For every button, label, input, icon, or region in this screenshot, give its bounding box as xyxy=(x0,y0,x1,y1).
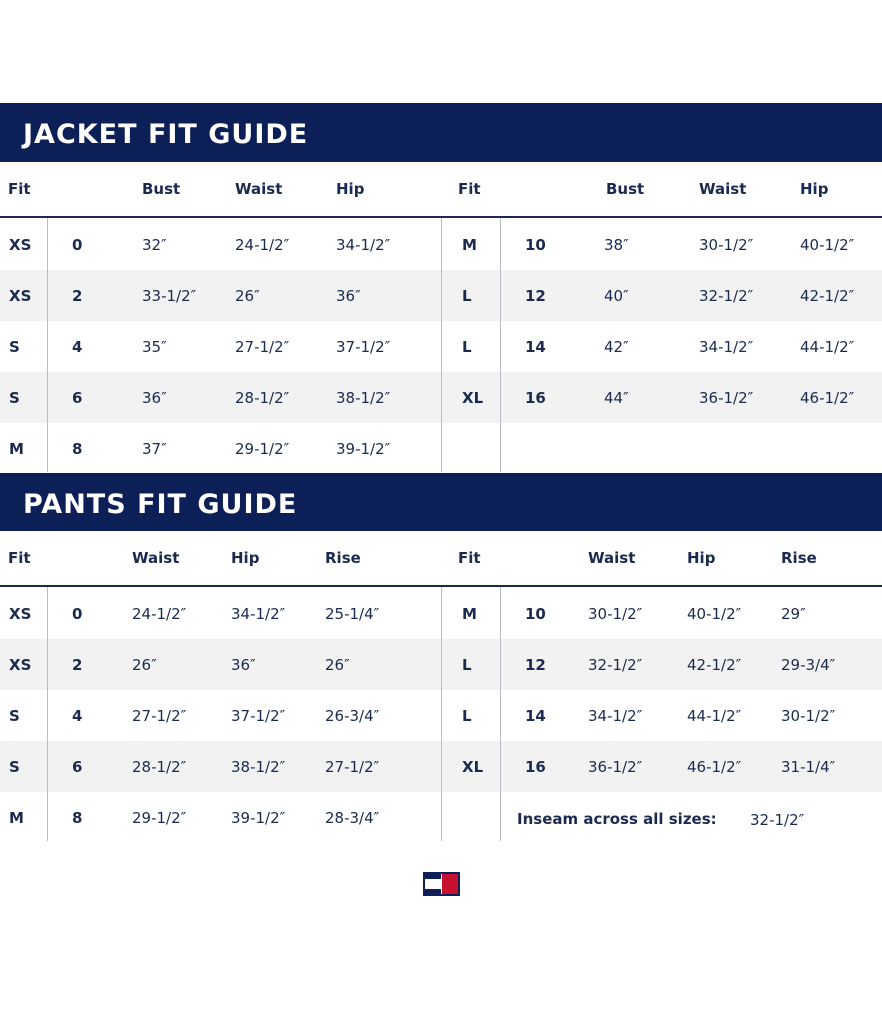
value-cell: 42″ xyxy=(604,338,629,356)
value-cell: 40-1/2″ xyxy=(800,236,855,254)
value-cell: 44-1/2″ xyxy=(800,338,855,356)
value-cell: 26-3/4″ xyxy=(325,707,380,725)
inseam-value: 32-1/2″ xyxy=(750,811,805,829)
value-cell: 40″ xyxy=(604,287,629,305)
fit-cell: M xyxy=(462,605,477,623)
value-cell: 29-3/4″ xyxy=(781,656,836,674)
header-rise-2: Rise xyxy=(781,549,817,567)
value-cell: 38-1/2″ xyxy=(336,389,391,407)
value-cell: 26″ xyxy=(132,656,157,674)
value-cell: 29″ xyxy=(781,605,806,623)
flag-navy-top xyxy=(425,874,441,879)
header-rise: Rise xyxy=(325,549,361,567)
size-cell: 10 xyxy=(525,236,546,254)
fit-cell: XS xyxy=(9,605,32,623)
value-cell: 31-1/4″ xyxy=(781,758,836,776)
value-cell: 36-1/2″ xyxy=(699,389,754,407)
fit-cell: L xyxy=(462,707,472,725)
value-cell: 27-1/2″ xyxy=(235,338,290,356)
value-cell: 39-1/2″ xyxy=(231,809,286,827)
value-cell: 29-1/2″ xyxy=(132,809,187,827)
size-cell: 6 xyxy=(72,758,83,776)
value-cell: 40-1/2″ xyxy=(687,605,742,623)
size-cell: 8 xyxy=(72,440,83,458)
header-fit: Fit xyxy=(8,180,31,198)
value-cell: 28-1/2″ xyxy=(235,389,290,407)
pants-divider-1 xyxy=(47,587,48,841)
size-cell: 14 xyxy=(525,338,546,356)
value-cell: 30-1/2″ xyxy=(781,707,836,725)
size-cell: 12 xyxy=(525,656,546,674)
value-cell: 42-1/2″ xyxy=(800,287,855,305)
value-cell: 27-1/2″ xyxy=(132,707,187,725)
value-cell: 25-1/4″ xyxy=(325,605,380,623)
value-cell: 44″ xyxy=(604,389,629,407)
header-fit-2: Fit xyxy=(458,180,481,198)
header-bust-2: Bust xyxy=(606,180,645,198)
header-hip-2: Hip xyxy=(687,549,716,567)
fit-cell: XL xyxy=(462,389,484,407)
tommy-hilfiger-flag-icon xyxy=(423,872,460,896)
jacket-divider-1 xyxy=(47,218,48,472)
size-cell: 16 xyxy=(525,389,546,407)
value-cell: 46-1/2″ xyxy=(687,758,742,776)
value-cell: 36-1/2″ xyxy=(588,758,643,776)
value-cell: 34-1/2″ xyxy=(699,338,754,356)
value-cell: 33-1/2″ xyxy=(142,287,197,305)
fit-cell: XL xyxy=(462,758,484,776)
value-cell: 44-1/2″ xyxy=(687,707,742,725)
pants-header-row xyxy=(0,531,882,587)
value-cell: 39-1/2″ xyxy=(336,440,391,458)
fit-cell: XS xyxy=(9,236,32,254)
size-cell: 0 xyxy=(72,605,83,623)
pants-title-band xyxy=(0,473,882,531)
value-cell: 38″ xyxy=(604,236,629,254)
size-cell: 10 xyxy=(525,605,546,623)
size-cell: 2 xyxy=(72,656,83,674)
size-cell: 6 xyxy=(72,389,83,407)
jacket-title: JACKET FIT GUIDE xyxy=(23,119,309,150)
value-cell: 32-1/2″ xyxy=(588,656,643,674)
fit-cell: S xyxy=(9,389,20,407)
value-cell: 46-1/2″ xyxy=(800,389,855,407)
inseam-label: Inseam across all sizes: xyxy=(517,810,717,828)
jacket-divider-3 xyxy=(500,218,501,472)
value-cell: 28-1/2″ xyxy=(132,758,187,776)
header-waist-2: Waist xyxy=(588,549,636,567)
fit-cell: L xyxy=(462,338,472,356)
value-cell: 36″ xyxy=(231,656,256,674)
value-cell: 27-1/2″ xyxy=(325,758,380,776)
header-bust: Bust xyxy=(142,180,181,198)
size-cell: 8 xyxy=(72,809,83,827)
header-fit-2: Fit xyxy=(458,549,481,567)
header-waist: Waist xyxy=(235,180,283,198)
size-cell: 4 xyxy=(72,707,83,725)
header-fit: Fit xyxy=(8,549,31,567)
value-cell: 37-1/2″ xyxy=(336,338,391,356)
value-cell: 24-1/2″ xyxy=(132,605,187,623)
value-cell: 38-1/2″ xyxy=(231,758,286,776)
flag-navy-bottom xyxy=(425,889,441,894)
size-cell: 4 xyxy=(72,338,83,356)
size-cell: 2 xyxy=(72,287,83,305)
value-cell: 26″ xyxy=(325,656,350,674)
fit-cell: S xyxy=(9,707,20,725)
header-hip: Hip xyxy=(231,549,260,567)
fit-cell: M xyxy=(9,809,24,827)
size-cell: 14 xyxy=(525,707,546,725)
value-cell: 36″ xyxy=(336,287,361,305)
pants-divider-3 xyxy=(500,587,501,841)
value-cell: 37″ xyxy=(142,440,167,458)
value-cell: 34-1/2″ xyxy=(231,605,286,623)
fit-cell: S xyxy=(9,758,20,776)
value-cell: 37-1/2″ xyxy=(231,707,286,725)
value-cell: 30-1/2″ xyxy=(699,236,754,254)
fit-cell: M xyxy=(9,440,24,458)
pants-divider-2 xyxy=(441,587,442,841)
size-cell: 16 xyxy=(525,758,546,776)
flag-red xyxy=(442,874,458,894)
fit-cell: XS xyxy=(9,656,32,674)
value-cell: 42-1/2″ xyxy=(687,656,742,674)
value-cell: 32″ xyxy=(142,236,167,254)
value-cell: 30-1/2″ xyxy=(588,605,643,623)
fit-cell: M xyxy=(462,236,477,254)
value-cell: 36″ xyxy=(142,389,167,407)
header-waist: Waist xyxy=(132,549,180,567)
jacket-header-row xyxy=(0,162,882,218)
header-waist-2: Waist xyxy=(699,180,747,198)
value-cell: 32-1/2″ xyxy=(699,287,754,305)
jacket-title-band xyxy=(0,103,882,162)
fit-cell: XS xyxy=(9,287,32,305)
value-cell: 35″ xyxy=(142,338,167,356)
pants-title: PANTS FIT GUIDE xyxy=(23,489,298,520)
fit-cell: L xyxy=(462,656,472,674)
size-cell: 12 xyxy=(525,287,546,305)
value-cell: 28-3/4″ xyxy=(325,809,380,827)
jacket-divider-2 xyxy=(441,218,442,472)
value-cell: 34-1/2″ xyxy=(588,707,643,725)
value-cell: 24-1/2″ xyxy=(235,236,290,254)
fit-cell: S xyxy=(9,338,20,356)
header-hip: Hip xyxy=(336,180,365,198)
size-cell: 0 xyxy=(72,236,83,254)
value-cell: 26″ xyxy=(235,287,260,305)
fit-cell: L xyxy=(462,287,472,305)
value-cell: 29-1/2″ xyxy=(235,440,290,458)
header-hip-2: Hip xyxy=(800,180,829,198)
value-cell: 34-1/2″ xyxy=(336,236,391,254)
